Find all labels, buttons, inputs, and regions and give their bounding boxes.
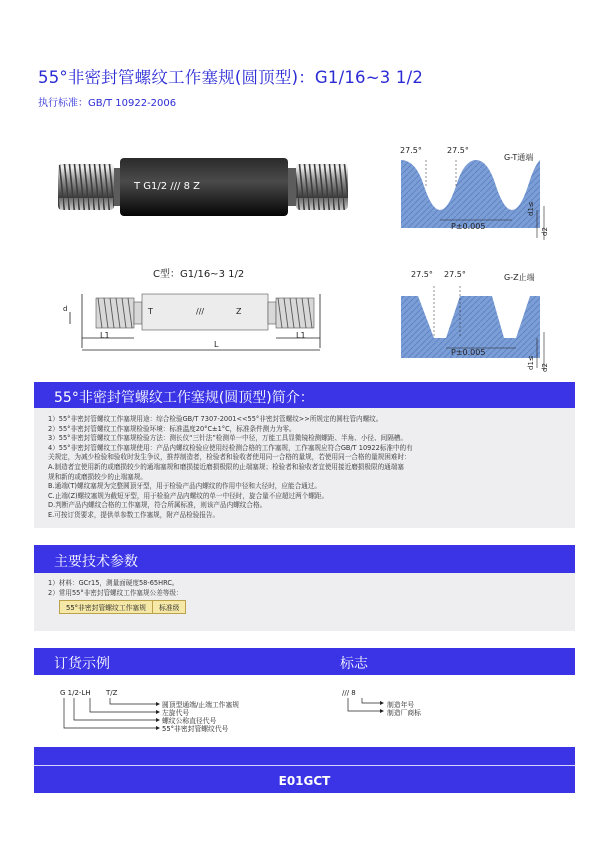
go-angle-right: 27.5° (447, 146, 469, 155)
footer-divider (34, 765, 575, 766)
tolerance-table (59, 600, 186, 614)
intro-line: C.止端(Z)螺纹塞规为截短牙型，用于检验产品内螺纹的单一中径时，旋合量不应超过两个螺距。 (48, 491, 329, 500)
order-header (34, 648, 575, 675)
table-row (60, 601, 186, 614)
nogo-d1: d1≤ (527, 355, 535, 370)
order-legend-item: 55°非密封管螺纹代号 (162, 725, 229, 733)
nogo-angle-left: 27.5° (411, 270, 433, 279)
marking-leader-lines (342, 697, 384, 717)
order-leader-lines (60, 697, 160, 737)
intro-line: 规和新的或磨损较少的止端塞规。 (48, 472, 147, 481)
order-legend-item: 圆顶型通端/止端工作塞规 (162, 701, 240, 709)
specs-title: 主要技术参数 (54, 554, 138, 570)
nogo-d2: d2 (541, 363, 549, 372)
nogo-pitch: P±0.005 (451, 348, 486, 357)
intro-line: E.可按订货要求，提供单参数工作塞规，附产品检验报告。 (48, 510, 220, 519)
intro-line: 4）55°非密封管螺纹工作塞规使用：产品内螺纹检验应使用经检测合格的工作塞规，工作塞规应符合GB/T 10922标准中的有 (48, 443, 413, 452)
c-right-mark: Z (236, 307, 242, 316)
plug-gauge-photo (58, 150, 348, 224)
intro-line: 关规定，为减少检验和验收时发生争议，推荐制造者，检验者和验收者使用同一合格的量规，若使用同一合格的量规困难时： (48, 453, 411, 462)
gauge-marking: T G1/2 /// 8 Z (134, 181, 200, 192)
intro-line: B.通端(T)螺纹塞规为完整圆顶牙型，用于检验产品内螺纹的作用中径和大径时，应能合通过。 (48, 482, 321, 491)
marking-legend-item: 制造年号 (387, 701, 415, 709)
dim-l: L (214, 340, 219, 349)
intro-line: 1）55°非密封管螺纹工作塞规用途：综合检验GB/T 7307-2001<<55°非密封管螺纹>>所规定的圆柱管内螺纹。 (48, 415, 383, 423)
intro-line: D.判断产品内螺纹合格的工作塞规，符合所属标准，则该产品内螺纹合格。 (48, 501, 267, 510)
dim-d: d (63, 305, 68, 313)
footer-bar (34, 747, 575, 793)
intro-line: A.制造者宜使用新的或磨损较少的通端塞规和磨损接近磨损极限的止端塞规；检验者和验收者宜使用接近磨损极限的通端塞 (48, 462, 404, 471)
specs-line: 2）常用55°非密封管螺纹工作塞规公差等级： (48, 588, 183, 597)
go-d1: d1≤ (527, 201, 535, 216)
standard-text: 执行标准：GB/T 10922-2006 (38, 98, 177, 109)
nogo-label: G-Z止端 (504, 273, 535, 282)
marking-legend-item: 制造厂商标 (387, 709, 421, 717)
specs-lines (48, 579, 183, 598)
go-label: G-T通端 (504, 153, 534, 162)
go-angle-left: 27.5° (400, 146, 422, 155)
marking-symbol: /// 8 (342, 689, 356, 697)
table-cell-grade: 标准级 (153, 601, 186, 614)
c-left-mark: T (148, 307, 153, 316)
go-pitch: P±0.005 (451, 222, 486, 231)
intro-lines (48, 415, 413, 521)
intro-header (34, 382, 575, 408)
intro-title: 55°非密封管螺纹工作塞规(圆顶型)简介： (54, 390, 314, 406)
intro-line: 3）55°非密封管螺纹工作塞规检验方法：测长仪“三针法”检测单一中径，万能工具显微镜检测螺距、半角、小径、间隔槽。 (48, 434, 407, 443)
order-title: 订货示例 (54, 656, 110, 672)
order-example-right: T/Z (106, 689, 118, 697)
table-cell-name: 55°非密封管螺纹工作塞规 (60, 601, 153, 614)
c-mid-mark: /// (196, 307, 205, 316)
nogo-angle-right: 27.5° (444, 270, 466, 279)
c-type-label: C型：G1/16~3 1/2 (153, 269, 245, 280)
dim-l1-left: L1 (100, 331, 110, 340)
c-type-drawing (60, 280, 340, 370)
footer-code: E01GCT (278, 774, 331, 788)
order-legend-item: 螺纹公称直径代号 (162, 717, 217, 725)
intro-panel (34, 408, 575, 528)
specs-line: 1）材料：GCr15，测量面硬度58-65HRC。 (48, 579, 179, 587)
dim-l1-right: L1 (296, 331, 306, 340)
intro-line: 2）55°非密封管螺纹工作塞规检验环境：标准温度20°C±1°C，标准条件测力为零。 (48, 424, 296, 433)
order-legend-item: 左旋代号 (162, 709, 190, 717)
page-title: 55°非密封管螺纹工作塞规(圆顶型)：G1/16~3 1/2 (38, 68, 424, 87)
order-example-left: G 1/2-LH (60, 689, 91, 697)
marking-title: 标志 (340, 656, 368, 672)
go-d2: d2 (541, 227, 549, 236)
specs-header (34, 545, 575, 573)
